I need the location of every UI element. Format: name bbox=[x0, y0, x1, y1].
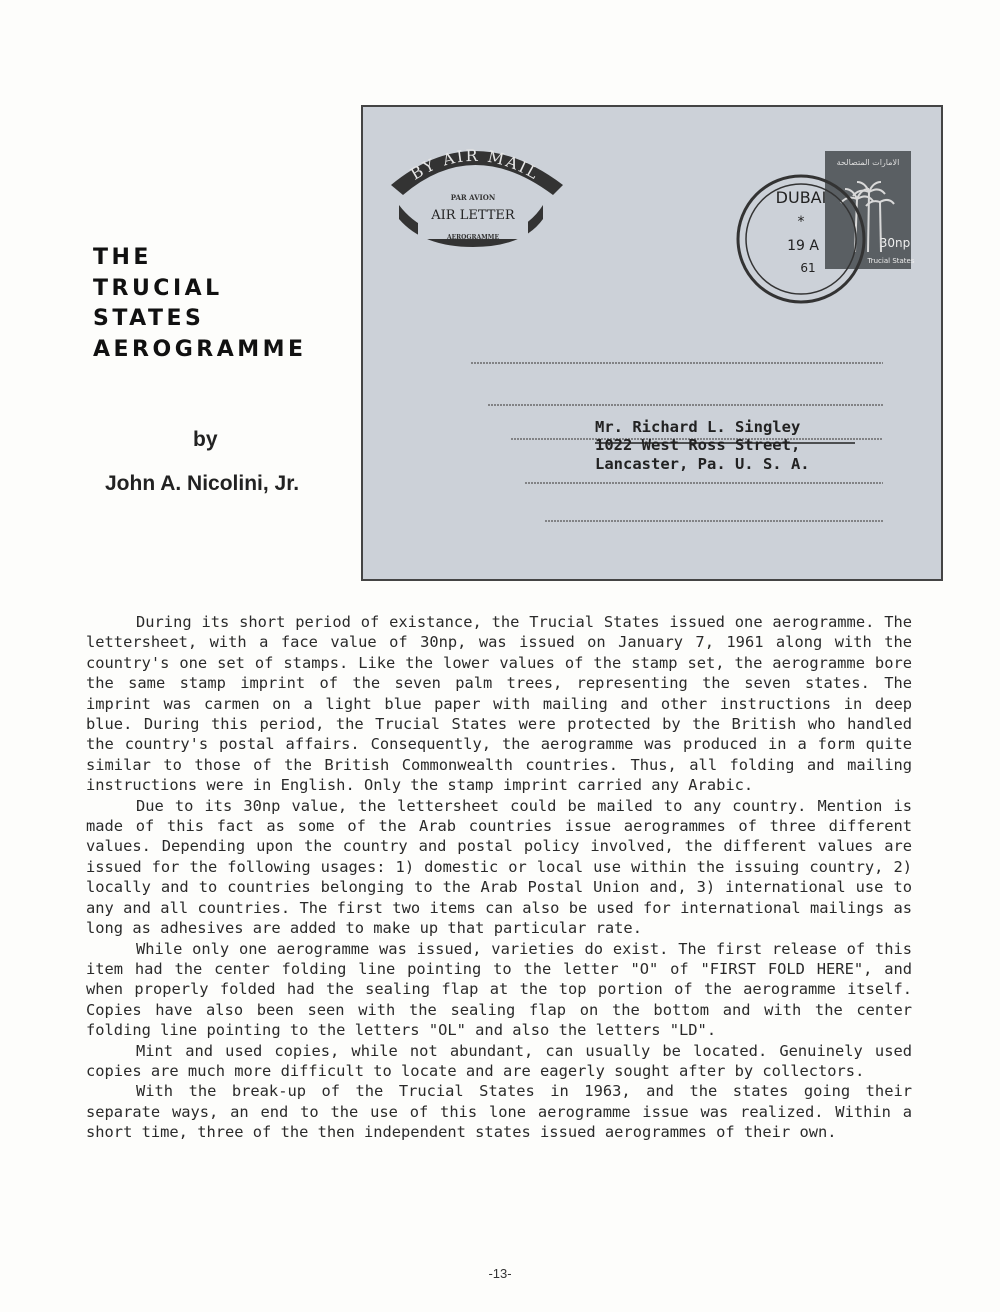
air-mail-arc-text: BY AIR MAIL bbox=[406, 145, 544, 184]
svg-text:BY AIR MAIL bbox=[407, 146, 543, 184]
postmark-city: DUBAI bbox=[775, 188, 827, 207]
postmark-date: 19 A bbox=[787, 238, 819, 254]
title-line-3: STATES bbox=[93, 306, 205, 331]
page-number: -13- bbox=[488, 1266, 512, 1281]
title-line-4: AEROGRAMME bbox=[93, 336, 307, 362]
postmark-year: 61 bbox=[800, 261, 816, 275]
paragraph-2: Due to its 30np value, the lettersheet could be mailed to any country. Mention is made of this fact as some of the Arab countries issue aerogrammes of three different values. Depending upon the country and postal policy involved, the different values are issued for the following usages: 1) domestic or local use within the issuing country, 2) locally and to countries belonging to the Arab Postal Union and, 3) international use to any and all countries. The first two items can also be used for international mailings as long as adhesives are added to make up that particular rate. bbox=[86, 796, 912, 938]
paragraph-4: Mint and used copies, while not abundant, can usually be located. Genuinely used copies are much more difficult to locate and are eagerly sought after by collectors. bbox=[86, 1041, 912, 1080]
author-name: John A. Nicolini, Jr. bbox=[105, 472, 300, 495]
address-street: 1022 West Ross Street, bbox=[595, 436, 801, 454]
title-line-1: THE bbox=[93, 245, 152, 270]
article-title bbox=[93, 243, 358, 365]
byline-by: by bbox=[193, 428, 218, 451]
par-avion-text: PAR AVION bbox=[450, 193, 496, 202]
stamp-arabic-text: الامارات المتصالحة bbox=[836, 158, 900, 167]
stamp-country-text: Trucial States bbox=[867, 257, 915, 265]
aerogramme-illustration bbox=[363, 107, 941, 579]
article-body bbox=[86, 612, 912, 1143]
address-city: Lancaster, Pa. U. S. A. bbox=[595, 455, 810, 473]
address-name: Mr. Richard L. Singley bbox=[595, 418, 801, 436]
stamp-imprint-icon bbox=[825, 151, 915, 269]
aerogramme-photo bbox=[361, 105, 943, 581]
aerogramme-small-text: AEROGRAMME bbox=[446, 234, 500, 241]
title-line-2: TRUCIAL bbox=[93, 275, 223, 301]
svg-text:*: * bbox=[797, 214, 805, 230]
paragraph-5: With the break-up of the Trucial States in 1963, and the states going their separate ways, an end to the use of this lone aerogramme issue was realized. Within a short time, three of the then independent states issued aerogrammes of their own. bbox=[86, 1082, 912, 1142]
paragraph-1: During its short period of existance, the Trucial States issued one aerogramme. The lettersheet, with a face value of 30np, was issued on January 7, 1961 along with the country's one set of stamps. Like the lower values of the stamp set, the aerogramme bore the same stamp imprint of the seven palm trees, representing the seven states. The imprint was carmen on a light blue paper with mailing and other instructions in deep blue. During this period, the Trucial States were protected by the British who handled the country's postal affairs. Consequently, the aerogramme was produced in a form quite similar to those of the British Commonwealth countries. Thus, all folding and mailing instructions were in English. Only the stamp imprint carried any Arabic. bbox=[86, 613, 912, 795]
air-letter-text: AIR LETTER bbox=[431, 208, 515, 223]
paragraph-3: While only one aerogramme was issued, varieties do exist. The first release of this item had the center folding line pointing to the letter "O" of "FIRST FOLD HERE", and when properly folded had the sealing flap at the top portion of the aerogramme itself. Copies have also been seen with the sealing flap on the bottom and with the center folding line pointing to the letters "OL" and also the letters "LD". bbox=[86, 939, 912, 1040]
stamp-value-text: 30np bbox=[879, 236, 911, 250]
